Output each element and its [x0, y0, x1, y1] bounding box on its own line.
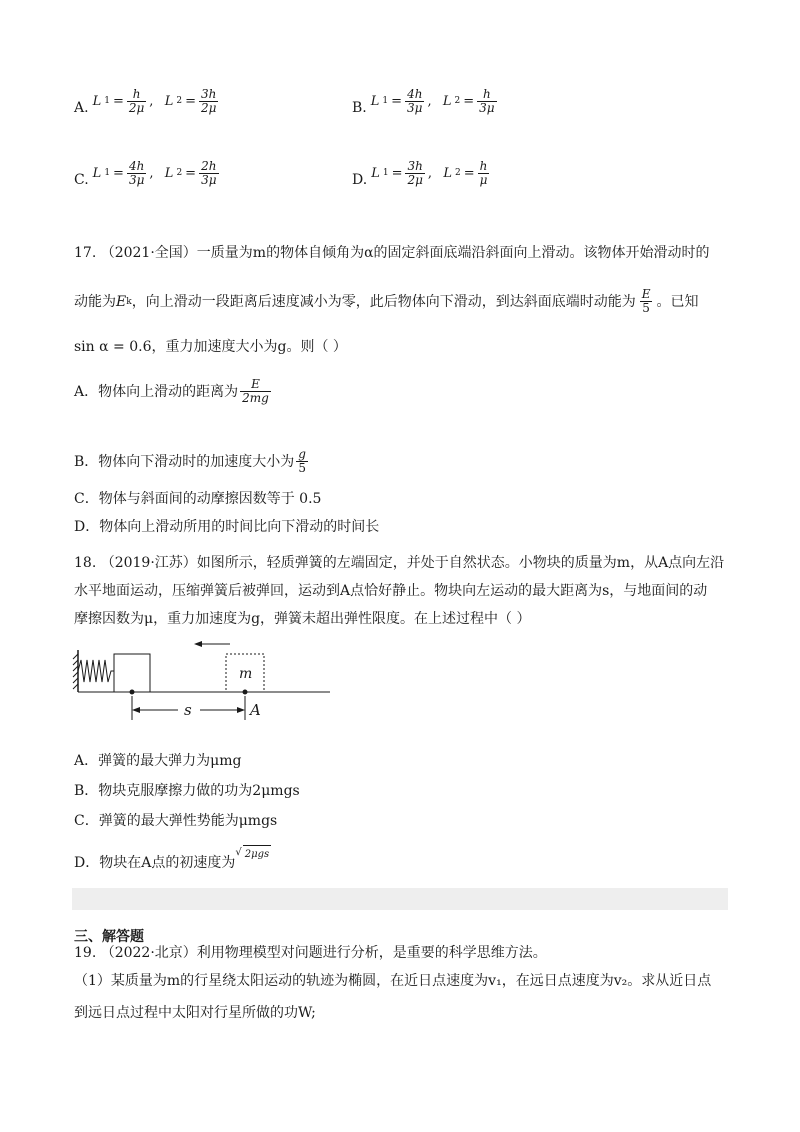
q17-option-c[interactable]: C．物体与斜面间的动摩擦因数等于 0.5 [74, 491, 322, 507]
frac-num: E [641, 287, 651, 301]
frac-den: 2mg [242, 391, 269, 405]
frac-den: 5 [642, 301, 650, 315]
frac-den: 3μ [201, 172, 217, 187]
option-letter: C. [74, 172, 89, 188]
q18-option-d[interactable] [74, 848, 271, 872]
q19-line-3: 到远日点过程中太阳对行星所做的功W; [74, 1005, 316, 1021]
ek-sub: k [126, 296, 132, 307]
q17-option-b[interactable] [74, 448, 308, 475]
sqrt-symbol: √ [235, 847, 242, 858]
frac-num: g [298, 447, 306, 461]
frac-den: 3μ [407, 100, 423, 115]
frac-num: 3h [405, 160, 424, 174]
block-mass-label: m [239, 666, 253, 682]
section-title: 三、解答题 [74, 929, 144, 945]
q18-option-c[interactable]: C．弹簧的最大弹性势能为μmgs [74, 813, 278, 829]
frac-den: 2μ [200, 100, 217, 115]
equation-l1: L 1 = $\frac{4h}{3\mu}$ , L 2 = $\frac{2h}{3\mu}$ [92, 158, 217, 187]
spring-block-figure [70, 636, 340, 728]
frac-den: 3μ [128, 172, 145, 187]
distance-label: s [184, 701, 192, 719]
frac-num: 4h [127, 160, 146, 174]
ek-symbol: E [116, 293, 127, 310]
frac-den: μ [479, 172, 488, 187]
q17-line-2a: 动能为 [74, 293, 116, 310]
option-text: D．物块在A点的初速度为 [74, 855, 236, 871]
q17-line-1: 17. （2021·全国）一质量为m的物体自倾角为α的固定斜面底端沿斜面向上滑动。该物体开始滑动时的 [74, 245, 710, 261]
q17-line-2 [74, 288, 698, 315]
q17-option-d[interactable]: D．物体向上滑动所用的时间比向下滑动的时间长 [74, 519, 380, 535]
frac-den: 3μ [479, 100, 495, 115]
equation-l1: L 1 = $\frac{h}{2\mu}$ , L 2 = $\frac{3h}{2\mu}$ [92, 86, 217, 115]
q17-line-2b: ，向上滑动一段距离后速度减小为零，此后物体向下滑动，到达斜面底端时动能为 [131, 293, 636, 310]
frac-num: 3h [199, 88, 218, 102]
option-text: B．物体向下滑动时的加速度大小为 [74, 453, 295, 470]
option-16-c[interactable] [74, 158, 219, 188]
equation-l1: L 1 = $\frac{3h}{2\mu}$ , L 2 = $\frac{h}{\mu}$ [371, 158, 488, 187]
frac-num: h [127, 88, 146, 102]
q19-line-1: 19. （2022·北京）利用物理模型对问题进行分析，是重要的科学思维方法。 [74, 945, 547, 961]
frac-num: h [477, 88, 496, 102]
frac-num: E [240, 378, 271, 392]
q18-option-b[interactable]: B．物块克服摩擦力做的功为2μmgs [74, 783, 300, 799]
q17-option-a[interactable] [74, 378, 271, 405]
q18-line-2: 水平地面运动，压缩弹簧后被弹回，运动到A点恰好静止。物块向左运动的最大距离为s，与地面间的动 [74, 583, 708, 599]
option-16-d[interactable] [352, 158, 489, 188]
option-b-fraction [296, 448, 308, 475]
q18-line-3: 摩擦因数为μ，重力加速度为g，弹簧未超出弹性限度。在上述过程中（ ） [74, 611, 531, 627]
frac-den: 2μ [128, 100, 145, 115]
sin-condition: sin α = 0.6 [74, 339, 152, 355]
sqrt-expression: 2μgs [243, 845, 271, 864]
option-letter: B. [352, 100, 367, 116]
separator-bar [72, 888, 728, 910]
option-16-a[interactable] [74, 86, 218, 116]
frac-num: 2h [199, 160, 218, 174]
option-letter: A. [74, 100, 89, 116]
frac-num: h [478, 160, 490, 174]
frac-den: 5 [298, 461, 306, 475]
option-text: A．物体向上滑动的距离为 [74, 383, 239, 400]
frac-den: 2μ [407, 172, 423, 187]
equation-l1: L 1 = $\frac{4h}{3\mu}$ , L 2 = $\frac{h}{3\mu}$ [370, 86, 495, 115]
q18-line-1: 18. （2019·江苏）如图所示，轻质弹簧的左端固定，并处于自然状态。小物块的质量为m，从A点向左沿 [74, 555, 725, 571]
ek-over-5 [640, 288, 653, 315]
q17-line-2c: 。已知 [656, 293, 699, 310]
q17-line-3b: ，重力加速度大小为g。则（ ） [151, 339, 347, 355]
point-a-label: A [250, 701, 261, 719]
q18-option-a[interactable]: A．弹簧的最大弹力为μmg [74, 753, 242, 769]
option-a-fraction [240, 378, 271, 405]
option-letter: D. [352, 172, 368, 188]
option-16-b[interactable] [352, 86, 497, 116]
q19-line-2: （1）某质量为m的行星绕太阳运动的轨迹为椭圆，在近日点速度为v₁，在远日点速度为v₂。求从近日点 [74, 973, 712, 989]
frac-num: 4h [405, 88, 424, 102]
q17-line-3 [74, 338, 347, 356]
